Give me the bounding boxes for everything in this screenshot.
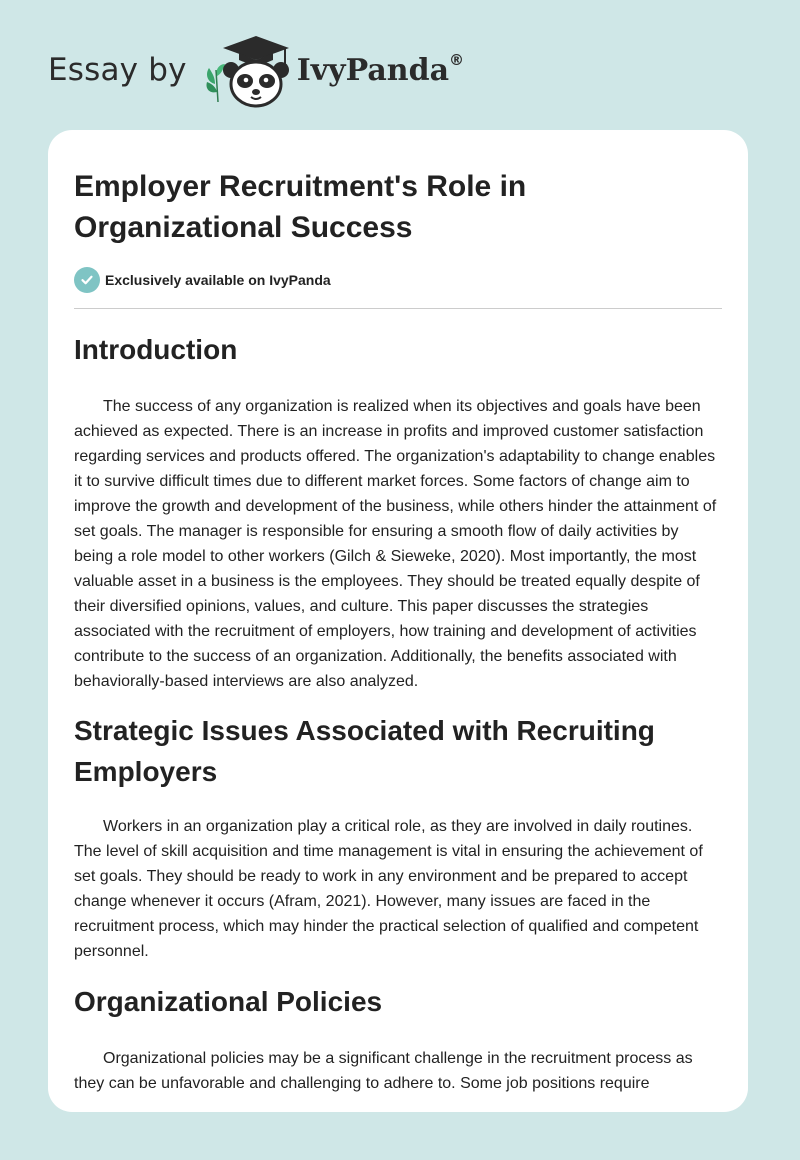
brand-name: [296, 50, 465, 88]
registered-mark: ®: [449, 50, 465, 69]
essay-title: Employer Recruitment's Role in Organizational Success: [74, 170, 527, 244]
essay-card: [48, 130, 748, 1112]
section-paragraph: Workers in an organization play a critical role, as they are involved in daily routines. The level of skill acquisition and time management is vital in ensuring the achievement of set goals. They should be ready to work in any environment and be prepared to accept change whenever it occurs (Afram, 2021). However, many issues are faced in the recruitment process, which may hinder the practical selection of qualified and competent personnel.: [74, 818, 703, 960]
brand-name-text: IvyPanda: [296, 52, 450, 88]
check-circle-icon: [74, 267, 100, 293]
section-paragraph: The success of any organization is realized when its objectives and goals have been achieved as expected. There is an increase in profits and improved customer satisfaction regarding services and products offered. The organization's adaptability to change enables it to survive difficult times due to different market forces. Some factors of change aim to improve the growth and development of the business, while others hinder the attainment of set goals. The manager is responsible for ensuring a smooth flow of daily activities by being a role model to other workers (Gilch & Sieweke, 2020). Most importantly, the most valuable asset in a business is the employees. They should be treated equally despite of their diversified opinions, values, and culture. This paper discusses the strategies associated with the recruitment of employers, how training and development of activities contribute to the success of an organization. Additionally, the benefits associated with behaviorally-based interviews are also analyzed.: [74, 398, 717, 690]
panda-graduate-logo-icon: [201, 30, 293, 110]
section-paragraph: Organizational policies may be a significant challenge in the recruitment process as they can be unfavorable and challenging to adhere to. Some job positions require: [74, 1050, 693, 1092]
badge-text: Exclusively available on IvyPanda: [105, 272, 331, 288]
section-introduction: [74, 329, 722, 694]
section-heading: Introduction: [74, 334, 238, 365]
section-heading: Organizational Policies: [74, 986, 383, 1017]
exclusive-badge: [74, 266, 722, 294]
section-strategic-issues: [74, 710, 722, 964]
brand-header: [48, 30, 464, 110]
title-divider: [74, 308, 722, 309]
section-heading: Strategic Issues Associated with Recruiting Employers: [74, 715, 655, 787]
brand-prefix: Essay by: [48, 52, 187, 88]
section-organizational-policies: [74, 981, 722, 1096]
